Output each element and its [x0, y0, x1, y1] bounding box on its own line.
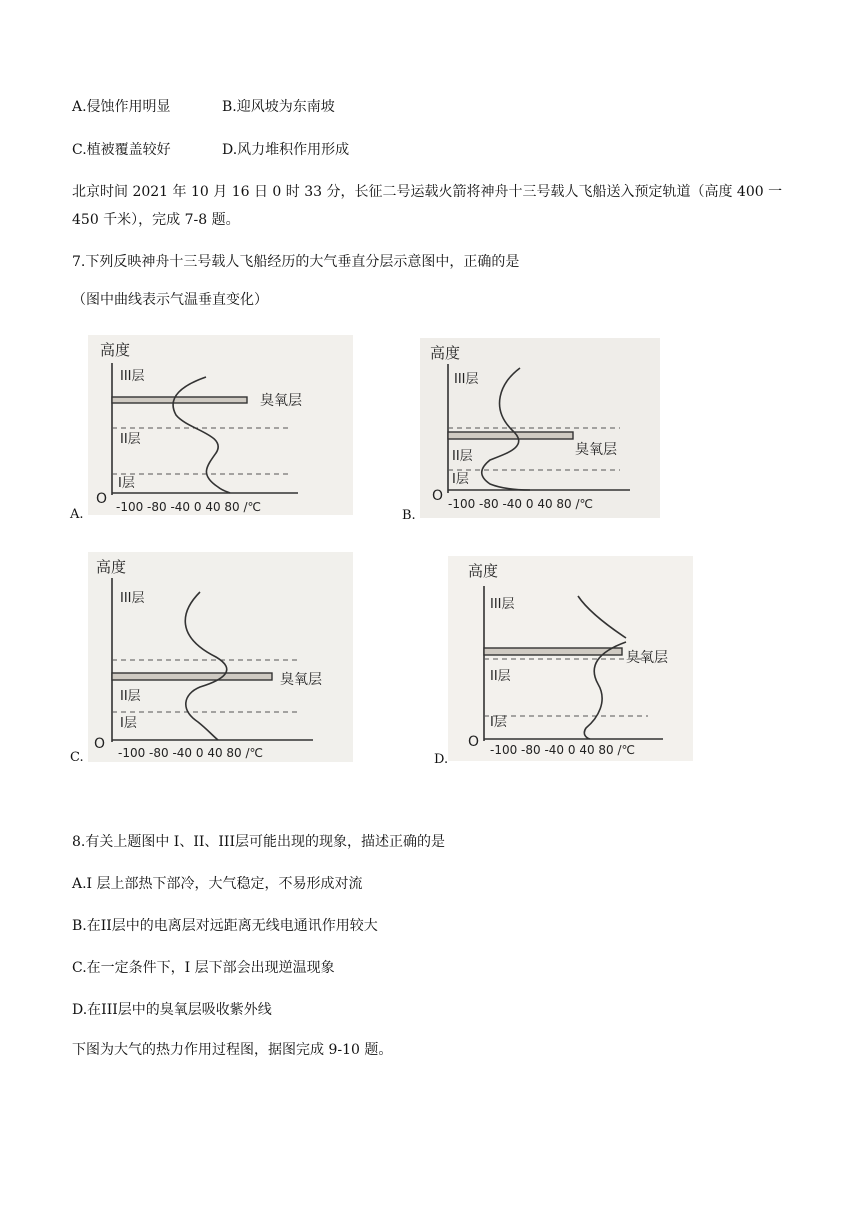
ozone-label: 臭氧层: [280, 672, 322, 688]
x-axis-ticks: -100 -80 -40 0 40 80 /℃: [448, 497, 594, 511]
origin-label: O: [96, 491, 108, 507]
figure-c: [70, 552, 353, 765]
ozone-label: 臭氧层: [626, 650, 668, 666]
y-axis-label: 高度: [100, 341, 131, 359]
q6-options-row-1: [72, 97, 335, 117]
y-axis-label: 高度: [468, 562, 499, 580]
q6-options-row-2: [72, 140, 349, 160]
layer-1-label: I层: [120, 716, 137, 731]
origin-label: O: [94, 736, 106, 752]
figure-a-chart: [88, 335, 353, 515]
figure-c-label: C.: [70, 750, 84, 765]
layer-2-label: II层: [120, 689, 141, 704]
intro-questions-9-10: 下图为大气的热力作用过程图，据图完成 9-10 题。: [72, 1042, 393, 1058]
layer-2-label: II层: [452, 449, 473, 464]
y-axis-label: 高度: [430, 344, 461, 362]
figure-d-label: D.: [434, 752, 449, 767]
x-axis-ticks: -100 -80 -40 0 40 80 /℃: [118, 746, 264, 760]
figure-b-label: B.: [402, 508, 416, 523]
q6-option-d: D.风力堆积作用形成: [222, 142, 350, 158]
question-7-note: （图中曲线表示气温垂直变化）: [72, 292, 268, 308]
y-axis-label: 高度: [96, 558, 127, 576]
origin-label: O: [468, 734, 480, 750]
layer-2-label: II层: [120, 432, 141, 447]
layer-3-label: III层: [490, 597, 515, 612]
layer-3-label: III层: [454, 372, 479, 387]
origin-label: O: [432, 488, 444, 504]
layer-1-label: I层: [490, 715, 507, 730]
question-8-option-b: B.在II层中的电离层对远距离无线电通讯作用较大: [72, 918, 378, 934]
question-7-stem: 7.下列反映神舟十三号载人飞船经历的大气垂直分层示意图中，正确的是: [72, 254, 520, 270]
figure-a: [70, 335, 353, 522]
layer-1-label: I层: [118, 476, 135, 491]
q6-option-c: C.植被覆盖较好: [72, 142, 171, 158]
ozone-label: 臭氧层: [260, 393, 302, 409]
question-8-option-d: D.在III层中的臭氧层吸收紫外线: [72, 1002, 272, 1018]
layer-1-label: I层: [452, 472, 469, 487]
question-8-option-c: C.在一定条件下，I 层下部会出现逆温现象: [72, 960, 335, 976]
figure-b-chart: [420, 338, 660, 518]
figure-b: [402, 338, 660, 523]
q6-option-a: A.侵蚀作用明显: [72, 99, 171, 115]
q6-option-b: B.迎风坡为东南坡: [222, 99, 335, 115]
x-axis-ticks: -100 -80 -40 0 40 80 /℃: [490, 743, 636, 757]
layer-3-label: III层: [120, 369, 145, 384]
layer-3-label: III层: [120, 591, 145, 606]
figure-a-label: A.: [70, 507, 84, 522]
figure-d-chart: [448, 556, 693, 761]
x-axis-ticks: -100 -80 -40 0 40 80 /℃: [116, 500, 262, 514]
question-8-stem: 8.有关上题图中 I、II、III层可能出现的现象，描述正确的是: [72, 834, 445, 850]
intro-questions-7-8: 北京时间 2021 年 10 月 16 日 0 时 33 分，长征二号运载火箭将神舟十三号载人飞船送入预定轨道（高度 400 一 450 千米），完成 7-8 题。: [72, 184, 783, 228]
question-8-option-a: A.I 层上部热下部冷，大气稳定，不易形成对流: [72, 876, 363, 892]
layer-2-label: II层: [490, 669, 511, 684]
figure-c-chart: [88, 552, 353, 762]
figure-d: [434, 556, 693, 767]
ozone-label: 臭氧层: [575, 442, 617, 458]
